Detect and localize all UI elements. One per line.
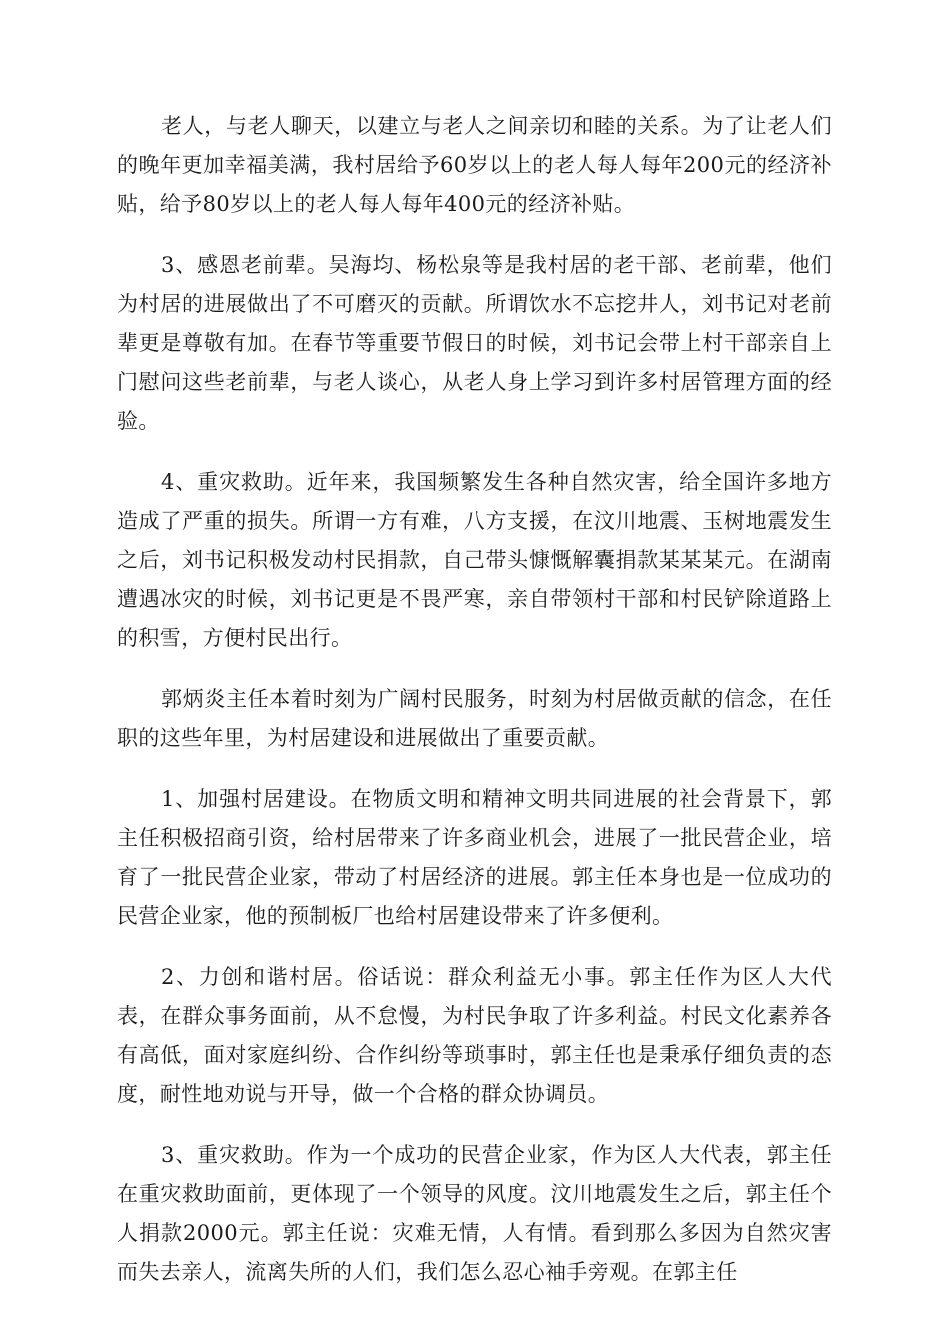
document-page — [117, 107, 832, 1314]
paragraph-elderly-subsidy: 老人，与老人聊天，以建立与老人之间亲切和睦的关系。为了让老人们的晚年更加幸福美满，我村居给予60岁以上的老人每人每年200元的经济补贴，给予80岁以上的老人每人每年400元的经济补贴。 — [117, 114, 832, 216]
paragraph-honor-elders: 3、感恩老前辈。吴海均、杨松泉等是我村居的老干部、老前辈，他们为村居的进展做出了不可磨灭的贡献。所谓饮水不忘挖井人，刘书记对老前辈更是尊敬有加。在春节等重要节假日的时候，刘书记会带上村干部亲自上门慰问这些老前辈，与老人谈心，从老人身上学习到许多村居管理方面的经验。 — [117, 253, 832, 433]
paragraph-disaster-relief-guo: 3、重灾救助。作为一个成功的民营企业家，作为区人大代表，郭主任在重灾救助面前，更体现了一个领导的风度。汶川地震发生之后，郭主任个人捐款2000元。郭主任说：灾难无情，人有情。看到那么多因为自然灾害而失去亲人，流离失所的人们，我们怎么忍心袖手旁观。在郭主任 — [117, 1143, 832, 1284]
paragraph-director-guo-intro: 郭炳炎主任本着时刻为广阔村民服务，时刻为村居做贡献的信念，在任职的这些年里，为村居建设和进展做出了重要贡献。 — [117, 687, 832, 750]
paragraph-village-construction: 1、加强村居建设。在物质文明和精神文明共同进展的社会背景下，郭主任积极招商引资，给村居带来了许多商业机会，进展了一批民营企业，培育了一批民营企业家，带动了村居经济的进展。郭主任本身也是一位成功的民营企业家，他的预制板厂也给村居建设带来了许多便利。 — [117, 787, 832, 928]
paragraph-disaster-relief-liu: 4、重灾救助。近年来，我国频繁发生各种自然灾害，给全国许多地方造成了严重的损失。所谓一方有难，八方支援，在汶川地震、玉树地震发生之后，刘书记积极发动村民捐款，自己带头慷慨解囊捐款某某某元。在湖南遭遇冰灾的时候，刘书记更是不畏严寒，亲自带领村干部和村民铲除道路上的积雪，方便村民出行。 — [117, 470, 832, 650]
paragraph-harmonious-village: 2、力创和谐村居。俗话说：群众利益无小事。郭主任作为区人大代表，在群众事务面前，从不怠慢，为村民争取了许多利益。村民文化素养各有高低，面对家庭纠纷、合作纠纷等琐事时，郭主任也是秉承仔细负责的态度，耐性地劝说与开导，做一个合格的群众协调员。 — [117, 965, 832, 1106]
